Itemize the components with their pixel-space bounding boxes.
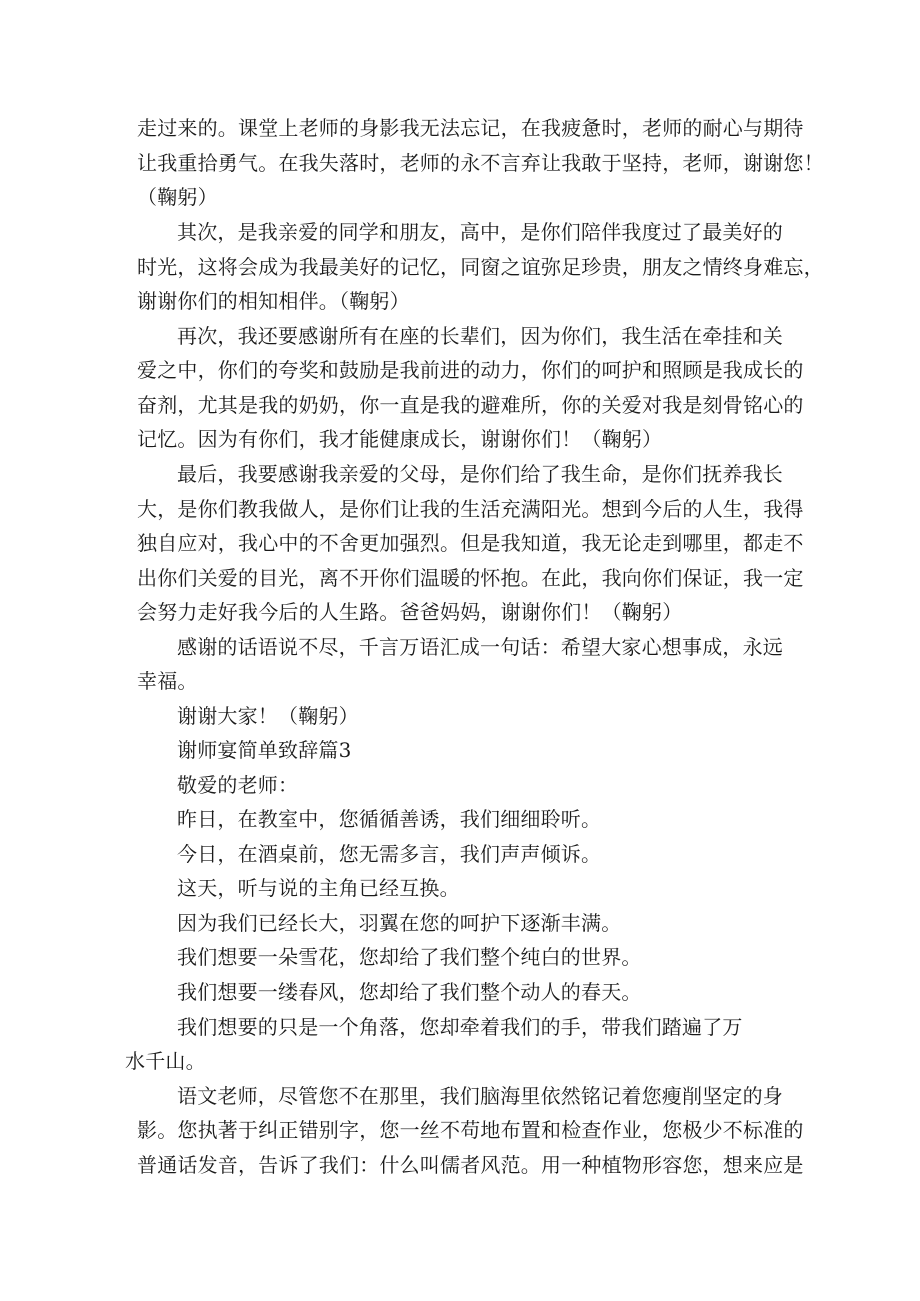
text-line: （鞠躬）	[137, 185, 218, 209]
text-line: 水千山。	[125, 1049, 206, 1073]
text-line: 大，是你们教我做人，是你们让我的生活充满阳光。想到今后的人生，我得	[137, 497, 804, 521]
paragraph-start: 语文老师，尽管您不在那里，我们脑海里依然铭记着您瘦削坚定的身	[177, 1084, 783, 1108]
text-line: 今日，在酒桌前，您无需多言，我们声声倾诉。	[177, 842, 602, 866]
text-line: 会努力走好我今后的人生路。爸爸妈妈，谢谢你们！（鞠躬）	[137, 600, 683, 624]
text-line: 时光，这将会成为我最美好的记忆，同窗之谊弥足珍贵，朋友之情终身难忘，	[137, 255, 824, 279]
text-line: 独自应对，我心中的不舍更加强烈。但是我知道，我无论走到哪里，都走不	[137, 531, 804, 555]
text-line: 谢谢你们的相知相伴。（鞠躬）	[137, 289, 410, 313]
paragraph-start: 感谢的话语说不尽，千言万语汇成一句话：希望大家心想事成，永远	[177, 635, 783, 659]
text-line: 让我重拾勇气。在我失落时，老师的永不言弃让我敢于坚持，老师，谢谢您！	[137, 151, 824, 175]
text-line: 谢谢大家！（鞠躬）	[177, 704, 359, 728]
salutation: 敬爱的老师：	[177, 773, 299, 797]
text-line: 这天，听与说的主角已经互换。	[177, 876, 460, 900]
text-line: 因为我们已经长大，羽翼在您的呵护下逐渐丰满。	[177, 911, 622, 935]
text-line: 奋剂，尤其是我的奶奶，你一直是我的避难所，你的关爱对我是刻骨铭心的	[137, 393, 804, 417]
text-line: 普通话发音，告诉了我们：什么叫儒者风范。用一种植物形容您，想来应是	[137, 1153, 804, 1177]
paragraph-start: 再次，我还要感谢所有在座的长辈们，因为你们，我生活在牵挂和关	[177, 324, 783, 348]
text-line: 走过来的。课堂上老师的身影我无法忘记，在我疲惫时，老师的耐心与期待	[137, 116, 804, 140]
section-title: 谢师宴简单致辞篇3	[177, 738, 352, 762]
text-line: 我们想要一缕春风，您却给了我们整个动人的春天。	[177, 980, 642, 1004]
text-line: 我们想要一朵雪花，您却给了我们整个纯白的世界。	[177, 945, 642, 969]
paragraph-start: 最后，我要感谢我亲爱的父母，是你们给了我生命，是你们抚养我长	[177, 462, 783, 486]
text-line: 出你们关爱的目光，离不开你们温暖的怀抱。在此，我向你们保证，我一定	[137, 566, 804, 590]
paragraph-start: 我们想要的只是一个角落，您却牵着我们的手，带我们踏遍了万	[177, 1015, 743, 1039]
paragraph-start: 其次，是我亲爱的同学和朋友，高中，是你们陪伴我度过了最美好的	[177, 220, 783, 244]
text-line: 记忆。因为有你们，我才能健康成长，谢谢你们！（鞠躬）	[137, 427, 663, 451]
text-line: 爱之中，你们的夸奖和鼓励是我前进的动力，你们的呵护和照顾是我成长的	[137, 358, 804, 382]
text-line: 影。您执著于纠正错别字，您一丝不苟地布置和检查作业，您极少不标准的	[137, 1118, 804, 1142]
text-line: 幸福。	[137, 669, 198, 693]
text-line: 昨日，在教室中，您循循善诱，我们细细聆听。	[177, 807, 602, 831]
